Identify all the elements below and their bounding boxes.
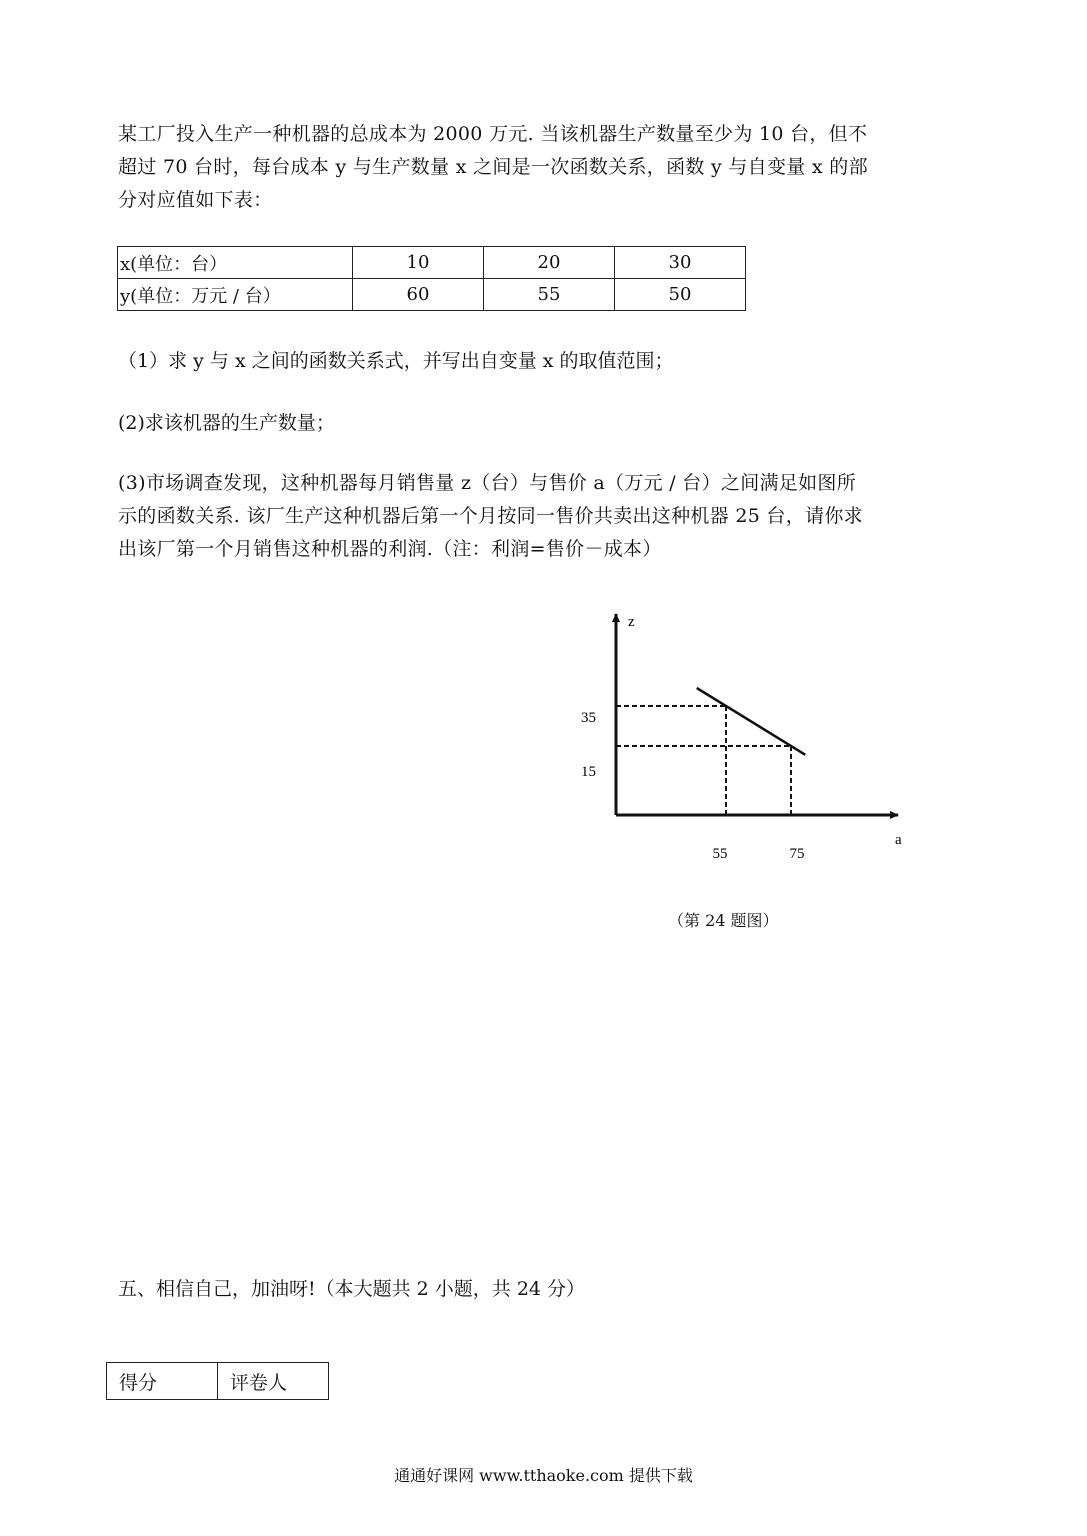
section-title: 五、相信自己，加油呀!（本大题共 2 小题，共 24 分） [118, 1278, 586, 1300]
series-line [697, 688, 806, 755]
row-header-y: y(单位：万元 / 台） [118, 279, 353, 311]
row-header-x: x(单位：台） [118, 247, 353, 279]
figure-caption: （第 24 题图） [668, 911, 779, 930]
table-row [107, 1363, 329, 1400]
line-graph [560, 600, 930, 880]
q3-line-2: 示的函数关系. 该厂生产这种机器后第一个月按同一售价共卖出这种机器 25 台，请你求 [118, 505, 863, 527]
x-tick-label: 55 [712, 846, 728, 862]
y-axis-label: z [628, 614, 635, 630]
table-cell: 55 [484, 279, 615, 311]
table-row [118, 279, 746, 311]
x-tick-label: 75 [789, 846, 805, 862]
q3-line-3: 出该厂第一个月销售这种机器的利润.（注：利润=售价－成本） [118, 538, 662, 560]
problem-intro [118, 118, 948, 217]
table-cell: 60 [353, 279, 484, 311]
value-table [117, 246, 746, 311]
table-row [118, 247, 746, 279]
intro-line-3: 分对应值如下表： [118, 189, 273, 211]
table-cell: 30 [615, 247, 746, 279]
question-1: （1）求 y 与 x 之间的函数关系式，并写出自变量 x 的取值范围； [118, 350, 674, 372]
q3-line-1: (3)市场调查发现，这种机器每月销售量 z（台）与售价 a（万元 / 台）之间满足如图所 [118, 472, 857, 494]
table-cell: 10 [353, 247, 484, 279]
x-axis-label: a [895, 832, 902, 848]
intro-line-2: 超过 70 台时，每台成本 y 与生产数量 x 之间是一次函数关系，函数 y 与自变量 x 的部 [118, 156, 868, 178]
y-tick-label: 35 [581, 710, 596, 726]
score-table [106, 1362, 329, 1400]
question-3 [118, 467, 948, 566]
table-cell: 50 [615, 279, 746, 311]
y-tick-label: 15 [581, 764, 596, 780]
page-footer: 通通好课网 www.tthaoke.com 提供下载 [394, 1466, 693, 1485]
grader-cell: 评卷人 [218, 1363, 329, 1400]
question-2: (2)求该机器的生产数量； [118, 412, 335, 434]
table-cell: 20 [484, 247, 615, 279]
intro-line-1: 某工厂投入生产一种机器的总成本为 2000 万元. 当该机器生产数量至少为 10 台，但不 [118, 123, 868, 145]
score-cell: 得分 [107, 1363, 218, 1400]
